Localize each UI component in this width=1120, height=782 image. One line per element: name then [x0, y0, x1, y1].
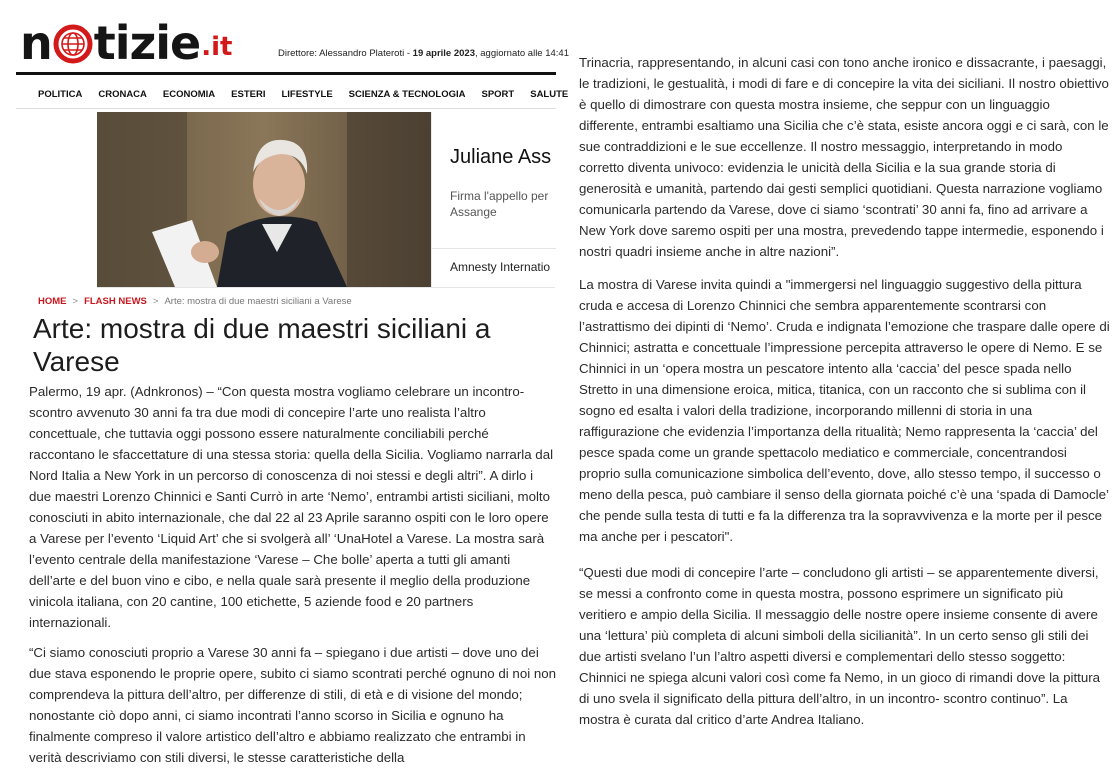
breadcrumb-home[interactable]: HOME [38, 296, 67, 307]
ad-brand: Amnesty Internatio [450, 260, 551, 274]
advertisement-banner[interactable] [97, 112, 555, 288]
nav-item-salute[interactable]: SALUTE [530, 88, 569, 100]
ad-subtitle [450, 188, 548, 220]
article-title: Arte: mostra di due maestri siciliani a Varese [33, 313, 491, 377]
nav-item-economia[interactable]: ECONOMIA [162, 88, 216, 100]
nav-item-scienza-tecnologia[interactable]: SCIENZA & TECNOLOGIA [348, 88, 466, 100]
header-divider [16, 72, 556, 75]
nav-item-lifestyle[interactable]: LIFESTYLE [281, 88, 333, 100]
breadcrumb [38, 296, 352, 307]
nav-item-sport[interactable]: SPORT [481, 88, 515, 100]
article-paragraph: “Ci siamo conosciuti proprio a Varese 30 anni fa – spiegano i due artisti – dove uno dei due stava esponendo le proprie opere, subito ci siamo scontrati perché ognuno di noi non comprendeva la pittura dell’altro, per differenze di stili, di età e di visione del mondo; nonostante ciò dopo anni, ci siamo incontrati l’anno scorso in Sicilia e ognuno ha finalmente compreso il valore artistico dell’altro e abbiamo realizzato che entrambi in verità descriviamo con stili diversi, le stesse caratteristiche della [29, 645, 557, 765]
main-nav [16, 82, 569, 106]
article-body-right [579, 52, 1111, 742]
breadcrumb-section[interactable]: FLASH NEWS [84, 296, 147, 307]
director-line [278, 48, 569, 59]
logo-tld: .it [201, 32, 233, 62]
article-paragraph: “Questi due modi di concepire l’arte – concludono gli artisti – se apparentemente diversi, se messi a confronto come in questa mostra, possono esprimere un significato più veritiero e ampio della Sicilia. Il messaggio delle nostre opere insieme consente di avere una ‘lettura’ più completa di alcuni simboli della sicilianità”. In un certo senso gli stili dei due artisti svelano l’un l’altro aspetti diversi e complementari dello stesso soggetto: Chinnici ne spiega alcuni valori così come fa Nemo, in un gioco di rimandi dove la pittura di uno svela il significato della pittura dell’altro, in un incontro- scontro continuo”. La mostra è curata dal critico d’arte Andrea Italiano. [579, 565, 1101, 727]
ad-title: Juliane Ass [450, 146, 552, 168]
breadcrumb-current: Arte: mostra di due maestri siciliani a Varese [164, 296, 352, 307]
ad-subtitle-line-1: Firma l'appello per [450, 189, 549, 203]
article-body-left [29, 381, 557, 768]
nav-item-cronaca[interactable]: CRONACA [98, 88, 147, 100]
nav-divider [16, 108, 556, 109]
breadcrumb-separator: > [152, 296, 159, 307]
ad-subtitle-line-2: Assange [450, 205, 497, 219]
nav-item-esteri[interactable]: ESTERI [231, 88, 266, 100]
article-paragraph: Palermo, 19 apr. (Adnkronos) – “Con questa mostra vogliamo celebrare un incontro-scontro avvenuto 30 anni fa tra due modi di concepire l’arte uno realista l’altro concettuale, che tuttavia oggi possono essere naturalmente conciliabili perché raccontano le sfaccettature di una stessa storia: quella della Sicilia. Vogliamo narrarla dal Nord Italia a New York in un percorso di conoscenza di noi stessi e degli altri”. A dirlo i due maestri Lorenzo Chinnici e Santi Currò in arte ‘Nemo’, entrambi artisti siciliani, molto conosciuti in abito internazionale, che dal 22 al 23 Aprile saranno ospiti con le loro opere a Varese per l’evento ‘Liquid Art’ che si svolgerà all’ ‘UnaHotel a Varese. La mostra sarà l’evento centrale della manifestazione ‘Varese – Che bolle’ aperta a tutti gli amanti dell’arte e del buon vino e cibo, e nella quale sarà presente il meglio della produzione vinicola italiana, con 20 cantine, 100 etichette, 5 aziende food e 20 partners internazionali. [29, 384, 554, 630]
ad-text-panel [431, 112, 556, 287]
article-paragraph: La mostra di Varese invita quindi a "immergersi nel linguaggio suggestivo della pittura cruda e accesa di Lorenzo Chinnici che sembra apparentemente scontrarsi con l’astrattismo dei dipinti di ‘Nemo’. Cruda e indignata l’emozione che traspare dalle opere di Chinnici; astratta e concettuale l’impressione percepita attraverso le opere di Nemo. E se Chinnici in un ‘opera mostra un pescatore intento alla ‘caccia’ del pesce spada nello Stretto in una dimensione eroica, mitica, titanica, con un racconto che si sublima con il sogno ed esalta i valori della tradizione, incorporando millenni di storia in una raffigurazione che evidenzia l’importanza della ritualità; Nemo rappresenta la ‘caccia’ del pesce spada come un grande spettacolo mediatico e commerciale, concentrandosi proprio sulla comunicazione simbolica dell’evento, dove, allo stesso tempo, il successo o meno della pesca, può cambiare il senso della giornata poiché c’è una ‘spada di Damocle’ che pende sulla testa di tutti e fa la differenza tra la sopravvivenza e la morte per il pesce ma anche per i pescatori". [579, 277, 1110, 544]
site-logo[interactable] [20, 14, 233, 70]
director-suffix: , aggiornato alle 14:41 [474, 48, 570, 59]
right-column [565, 0, 1120, 782]
director-date: 19 aprile 2023 [412, 48, 475, 59]
globe-logo-icon [53, 24, 93, 64]
nav-item-politica[interactable]: POLITICA [38, 88, 83, 100]
logo-text-start: n [20, 16, 52, 70]
ad-divider [432, 248, 556, 249]
ad-photo [97, 112, 431, 287]
article-paragraph: Trinacria, rappresentando, in alcuni casi con tono anche ironico e dissacrante, i paesaggi, le tradizioni, le gestualità, i modi di fare e di concepire la vita dei siciliani. Il nostro obiettivo è quello di dimostrare con questa mostra insieme, che seppur con un linguaggio differente, entrambi esaltiamo una Sicilia che c’è stata, esiste ancora oggi e ci sarà, con le sue contraddizioni e le sue eccellenze. Il nostro messaggio, interpretando in modo corretto diventa univoco: evidenzia le unicità della Sicilia e la sua grande storia di generosità e umanità, partendo dai gesti semplici quotidiani. Questa narrazione vogliamo comunicarla partendo da Varese, dove ci siamo ‘scontrati’ 30 anni fa, fino ad arrivare a New York dove saremo ospiti per una mostra, prevedendo tappe intermedie, esponendo i nostri quadri insieme anche in altre nazioni”. [579, 55, 1109, 259]
breadcrumb-separator: > [72, 296, 79, 307]
logo-text-end: tizie [93, 16, 201, 70]
director-prefix: Direttore: Alessandro Plateroti - [278, 48, 413, 59]
